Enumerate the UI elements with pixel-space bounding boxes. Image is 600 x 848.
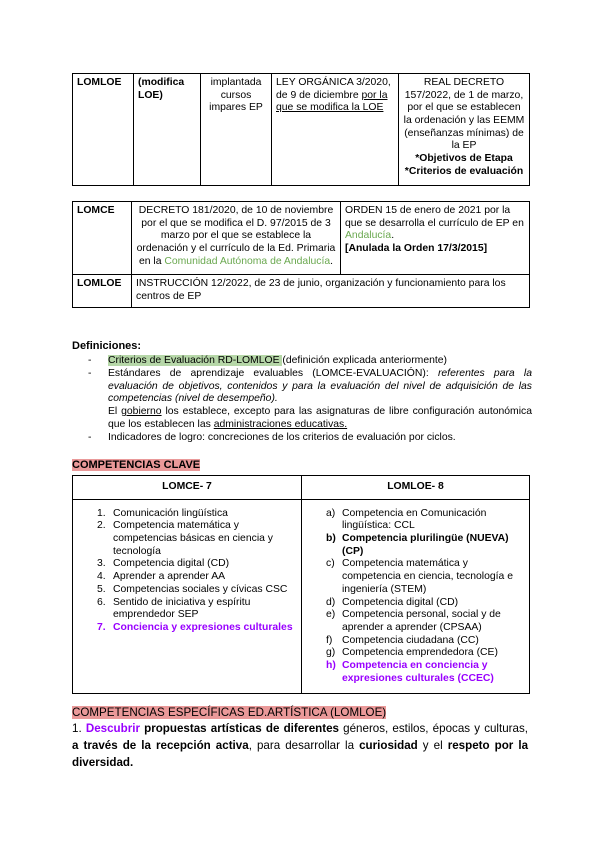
list-item bbox=[324, 609, 523, 634]
criterios-evaluacion: *Criterios de evaluación bbox=[404, 165, 524, 177]
lomloe-list bbox=[324, 508, 523, 686]
list-item-number: 3. bbox=[97, 558, 106, 570]
descubrir: Descubrir bbox=[85, 722, 140, 735]
definiciones-title: Definiciones: bbox=[72, 340, 142, 352]
especificas-paragraph bbox=[72, 721, 528, 771]
list-item-number: g) bbox=[326, 647, 336, 659]
list-item-text: Comunicación lingüística bbox=[113, 507, 228, 519]
cell-real-decreto bbox=[399, 74, 530, 186]
table-header-row bbox=[73, 476, 530, 500]
cell-implantada: implantada cursos impares EP bbox=[201, 74, 272, 186]
objetivos-etapa: *Objetivos de Etapa bbox=[415, 153, 513, 165]
table-row bbox=[73, 499, 530, 694]
list-item-number: 6. bbox=[97, 596, 106, 608]
list-item bbox=[95, 597, 295, 622]
list-item-text: Competencia matemática y competencia en ciencia, tecnología e ingeniería (STEM) bbox=[342, 558, 513, 595]
p-bold-2: a través de la recepción activa bbox=[72, 738, 249, 752]
list-item bbox=[95, 584, 295, 597]
ley-text: LEY ORGÁNICA 3/2020, de 9 de diciembre bbox=[276, 77, 391, 101]
decreto-period: . bbox=[330, 255, 334, 267]
list-item-number: d) bbox=[326, 596, 336, 608]
list-item-text: Competencias sociales y cívicas CSC bbox=[113, 583, 288, 595]
list-item bbox=[95, 571, 295, 584]
gobierno-text: los establece, excepto para las asignaturas de libre configuración autonómica que los establecen las bbox=[108, 406, 532, 430]
list-item-text: Competencia ciudadana (CC) bbox=[342, 634, 479, 646]
list-item bbox=[324, 533, 523, 558]
cell-ley-organica bbox=[272, 74, 399, 186]
list-item-number: b) bbox=[326, 533, 336, 545]
list-item-number: 5. bbox=[97, 583, 106, 595]
list-item bbox=[72, 368, 532, 431]
list-item-text: Conciencia y expresiones culturales bbox=[113, 621, 293, 633]
especificas-title bbox=[72, 706, 386, 721]
list-item-text: Sentido de iniciativa y espíritu emprendedor SEP bbox=[113, 596, 251, 621]
list-item-text: Competencia emprendedora (CE) bbox=[342, 647, 498, 659]
cell-instruccion: INSTRUCCIÓN 12/2022, de 23 de junio, organización y funcionamiento para los centros de EP bbox=[132, 275, 530, 307]
list-item-number: c) bbox=[326, 558, 335, 570]
list-item-text: Aprender a aprender AA bbox=[113, 571, 226, 583]
p-number: 1. bbox=[72, 722, 86, 735]
decreto-andalucia: Comunidad Autónoma de Andalucía bbox=[164, 255, 331, 267]
lomce-list bbox=[95, 508, 295, 635]
competencias-clave-title bbox=[72, 459, 200, 473]
cell-orden bbox=[341, 202, 530, 275]
cell-lomce: LOMCE bbox=[73, 202, 132, 275]
criterios-note: (definición explicada anteriormente) bbox=[282, 355, 448, 367]
list-item-number: 1. bbox=[97, 507, 106, 519]
list-item bbox=[324, 597, 523, 610]
estandares-definition: referentes para la evaluación de objetivos, contenidos y para la evaluación del nivel de adquisición de las competencias (nivel de desempeño). bbox=[108, 368, 532, 405]
list-item-text: Competencia personal, social y de aprender a aprender (CPSAA) bbox=[342, 609, 501, 633]
p-bold-4: respeto por la diversidad. bbox=[72, 738, 529, 769]
p-bold-1: propuestas artísticas de diferentes bbox=[139, 722, 339, 735]
especificas-title-text: COMPETENCIAS ESPECÍFICAS ED.ARTÍSTICA (LOMLOE) bbox=[72, 706, 387, 719]
list-item bbox=[95, 622, 295, 635]
list-item bbox=[95, 520, 295, 558]
definiciones-list bbox=[72, 355, 532, 444]
list-item-text: Competencia matemática y competencias básicas en ciencia y tecnología bbox=[113, 520, 273, 557]
criterios-highlight: Criterios de Evaluación RD-LOMLOE bbox=[108, 355, 283, 367]
estandares-label: Estándares de aprendizaje evaluables (LOMCE-EVALUACIÓN): bbox=[108, 368, 438, 380]
orden-text: ORDEN 15 de enero de 2021 por la que se desarrolla el currículo de EP en bbox=[345, 205, 524, 229]
table-row bbox=[73, 275, 530, 307]
table-row bbox=[73, 74, 530, 186]
p-text-3: y el bbox=[417, 738, 448, 752]
table-lomce-lomloe bbox=[72, 201, 530, 308]
ley-underlined: por la que se modifica la LOE bbox=[276, 89, 388, 114]
real-decreto-text: REAL DECRETO 157/2022, de 1 de marzo, por el que se establecen la ordenación y las EEMM (enseñanzas mínimas) de la EP bbox=[403, 77, 525, 152]
list-item-number: 4. bbox=[97, 571, 106, 583]
decreto-text: DECRETO 181/2020, de 10 de noviembre por el que se modifica el D. 97/2015 de 3 marzo por el que se establece la ordenación y el currículo de la Ed. Primaria en la bbox=[136, 205, 336, 267]
list-item bbox=[95, 508, 295, 521]
list-item-text: Competencia en Comunicación lingüística: CCL bbox=[342, 507, 487, 532]
list-item-text: Competencia digital (CD) bbox=[113, 558, 230, 570]
header-lomloe: LOMLOE- 8 bbox=[302, 476, 530, 500]
list-item bbox=[324, 647, 523, 660]
list-item-number: f) bbox=[326, 634, 333, 646]
list-item bbox=[324, 558, 523, 596]
header-lomce: LOMCE- 7 bbox=[73, 476, 302, 500]
list-item bbox=[324, 660, 523, 685]
administraciones-underlined: administraciones educativas. bbox=[213, 418, 348, 430]
definiciones-section bbox=[72, 340, 532, 444]
list-item-number: e) bbox=[326, 609, 336, 621]
list-item-number: h) bbox=[326, 659, 336, 671]
orden-anulada: [Anulada la Orden 17/3/2015] bbox=[345, 243, 488, 255]
list-item-text: Competencia digital (CD) bbox=[342, 596, 459, 608]
cell-lomloe: LOMLOE bbox=[73, 275, 132, 307]
table-lomloe-loe bbox=[72, 73, 530, 186]
list-item bbox=[95, 558, 295, 571]
gobierno-pre: El bbox=[108, 406, 122, 418]
p-text-2: , para desarrollar la bbox=[248, 738, 360, 752]
orden-period: . bbox=[391, 230, 395, 242]
table-row bbox=[73, 202, 530, 275]
lomce-list-cell bbox=[73, 499, 302, 694]
gobierno-underlined: gobierno bbox=[121, 406, 162, 418]
list-item bbox=[324, 508, 523, 533]
list-item-number: a) bbox=[326, 507, 336, 519]
p-bold-3: curiosidad bbox=[359, 738, 418, 752]
list-item-text: Competencia plurilingüe (NUEVA) (CP) bbox=[342, 533, 509, 557]
cell-decreto bbox=[132, 202, 341, 275]
competencias-title-text: COMPETENCIAS CLAVE bbox=[72, 459, 201, 471]
table-competencias bbox=[72, 475, 530, 694]
list-item-number: 7. bbox=[97, 621, 106, 633]
orden-andalucia: Andalucía bbox=[345, 230, 392, 242]
cell-lomloe: LOMLOE bbox=[73, 74, 134, 186]
list-item bbox=[72, 355, 532, 368]
list-item-number: 2. bbox=[97, 520, 106, 532]
list-item: - Indicadores de logro: concreciones de los criterios de evaluación por ciclos. bbox=[72, 432, 532, 445]
list-item bbox=[324, 635, 523, 648]
lomloe-list-cell bbox=[302, 499, 530, 694]
p-text-1: géneros, estilos, épocas y culturas, bbox=[338, 722, 529, 735]
list-item-text: Competencia en conciencia y expresiones culturales (CCEC) bbox=[342, 659, 494, 684]
cell-modifica-loe: (modifica LOE) bbox=[134, 74, 201, 186]
